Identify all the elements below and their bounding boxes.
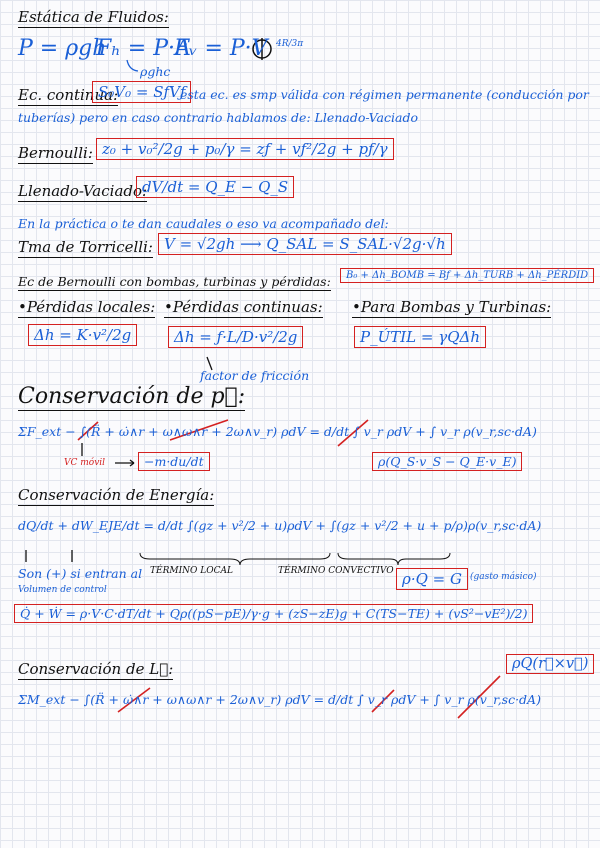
angular-box: ρQ(r⃗×v⃗) bbox=[506, 654, 594, 674]
friction-factor-note: factor de fricción bbox=[200, 368, 310, 383]
bernoulli-pumps-formula: B₀ + Δh_BOMB = Bƒ + Δh_TURB + Δh_PÉRDID bbox=[340, 268, 594, 283]
momentum-title: Conservación de p⃗: bbox=[18, 384, 246, 409]
pumps-formula: P_ÚTIL = γQΔh bbox=[354, 326, 486, 348]
statics-circle-note: 4R/3π bbox=[276, 39, 304, 49]
energy-title: Conservación de Energía: bbox=[18, 486, 215, 504]
vc-movil-note: VC móvil bbox=[64, 458, 106, 468]
filling-formula: dV/dt = Q_E − Q_S bbox=[136, 176, 294, 198]
statics-vertical-force: Fᵥ = P·V bbox=[174, 36, 268, 61]
momentum-equation: ΣF_ext − ∫(R̈ + ω̇∧r + ω∧ω∧r + 2ω∧v_r) ρdV = d/dt ∫ v_r ρdV + ∫ v_r ρ(v_r,sc·dA) bbox=[18, 424, 537, 439]
angular-title: Conservación de L⃗: bbox=[18, 660, 174, 678]
continuous-losses-formula: Δh = ƒ·L/D·v²/2g bbox=[168, 326, 303, 348]
torricelli-title: Tma de Torricelli: bbox=[18, 238, 153, 256]
energy-sign-note-2: Volumen de control bbox=[18, 585, 107, 595]
torricelli-formula: V = √2gh ⟶ Q_SAL = S_SAL·√2g·√h bbox=[158, 233, 452, 255]
mass-flow-box: ρ·Q = G bbox=[396, 568, 468, 590]
statics-pressure-formula: P = ρgh bbox=[18, 36, 107, 61]
continuous-losses-title: •Pérdidas continuas: bbox=[164, 298, 323, 316]
local-losses-formula: Δh = K·v²/2g bbox=[28, 324, 137, 346]
bernoulli-title: Bernoulli: bbox=[18, 144, 93, 162]
torricelli-intro: En la práctica o te dan caudales o eso va acompañado del: bbox=[18, 216, 389, 231]
bernoulli-pumps-title: Ec de Bernoulli con bombas, turbinas y pérdidas: bbox=[18, 274, 331, 289]
energy-expanded-box: Q̇ + Ẇ = ρ·V·C·dT/dt + Qρ((pS−pE)/γ·g + (zS−zE)g + C(TS−TE) + (vS²−vE²)/2) bbox=[14, 604, 533, 623]
energy-equation: dQ/dt + dW_EJE/dt = d/dt ∫(gz + v²/2 + u)ρdV + ∫(gz + v²/2 + u + p/ρ)ρ(v_r,sc·dA) bbox=[18, 518, 542, 533]
convective-term-label: TÉRMINO CONVECTIVO bbox=[278, 566, 394, 576]
momentum-flux-box: ρ(Q_S·v_S − Q_E·v_E) bbox=[372, 452, 522, 471]
fh-arrow bbox=[127, 60, 138, 71]
continuity-text-line2: tuberías) pero en caso contrario hablamos de: Llenado-Vaciado bbox=[18, 110, 418, 125]
pumps-title: •Para Bombas y Turbinas: bbox=[352, 298, 552, 316]
statics-title: Estática de Fluidos: bbox=[18, 8, 169, 26]
mass-flow-note: (gasto másico) bbox=[470, 572, 537, 582]
continuity-title: Ec. continua: bbox=[18, 86, 119, 104]
filling-title: Llenado-Vaciado: bbox=[18, 182, 148, 200]
energy-sign-note-1: Son (+) si entran al bbox=[18, 566, 143, 581]
bernoulli-formula: z₀ + v₀²/2g + p₀/γ = zƒ + vƒ²/2g + pƒ/γ bbox=[96, 138, 394, 160]
local-losses-title: •Pérdidas locales: bbox=[18, 298, 156, 316]
continuity-text-line1: esta ec. es smp válida con régimen permanente (conducción por bbox=[180, 87, 589, 102]
continuity-formula: S₀V₀ = SƒVƒ bbox=[92, 81, 191, 103]
local-term-label: TÉRMINO LOCAL bbox=[150, 566, 233, 576]
vc-movil-formula: −m·du/dt bbox=[138, 452, 210, 471]
statics-horizontal-force: Fₕ = P·A bbox=[96, 36, 191, 61]
angular-equation: ΣM_ext − ∫(R̈ + ω̇∧r + ω∧ω∧r + 2ω∧v_r) ρdV = d/dt ∫ v_r ρdV + ∫ v_r ρ(v_r,sc·dA) bbox=[18, 692, 541, 707]
statics-fh-note: ρghc bbox=[140, 64, 171, 79]
